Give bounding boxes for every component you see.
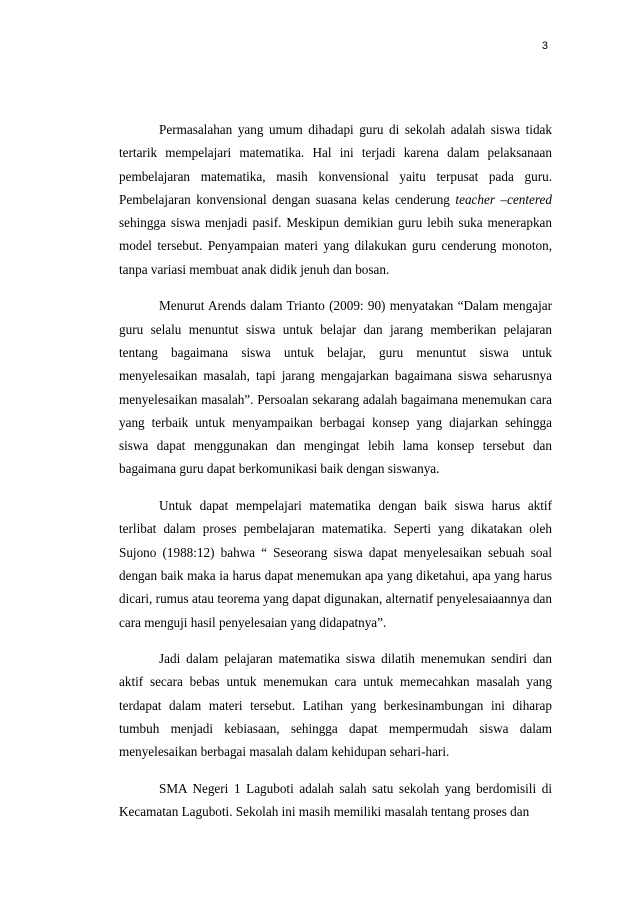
paragraph-3-text: Untuk dapat mempelajari matematika dengan baik siswa harus aktif terlibat dalam proses pembelajaran matematika. Seperti yang dikatakan oleh Sujono (1988:12) bahwa “ Seseorang siswa dapat menyelesaikan sebuah soal dengan baik maka ia harus dapat menemukan apa yang diketahui, apa yang harus dicari, rumus atau teorema yang dapat digunakan, alternatif penyelesaiaannya dan cara menguji hasil penyelesaian yang didapatnya”.: [119, 498, 552, 630]
page-number: 3: [541, 40, 548, 52]
paragraph-2: [119, 294, 552, 480]
paragraph-4: [119, 647, 552, 763]
paragraph-1-text-a: Permasalahan yang umum dihadapi guru di sekolah adalah siswa tidak tertarik mempelajari matematika. Hal ini terjadi karena dalam pelaksanaan pembelajaran matematika, masih konvensional yaitu terpusat pada guru. Pembelajaran konvensional dengan suasana kelas cenderung: [119, 122, 552, 207]
paragraph-1: [119, 118, 552, 281]
paragraph-5: [119, 777, 552, 824]
body-text: [119, 118, 552, 837]
paragraph-2-text: Menurut Arends dalam Trianto (2009: 90) menyatakan “Dalam mengajar guru selalu menuntut siswa untuk belajar dan jarang memberikan pelajaran tentang bagaimana siswa untuk belajar, guru menuntut siswa untuk menyelesaikan masalah, tapi jarang mengajarkan bagaimana siswa seharusnya menyelesaikan masalah”. Persoalan sekarang adalah bagaimana menemukan cara yang terbaik untuk menyampaikan berbagai konsep yang diajarkan sehingga siswa dapat menggunakan dan mengingat lebih lama konsep tersebut dan bagaimana guru dapat berkomunikasi baik dengan siswanya.: [119, 298, 552, 477]
paragraph-1-italic-term: teacher –centered: [455, 191, 553, 207]
paragraph-4-text: Jadi dalam pelajaran matematika siswa dilatih menemukan sendiri dan aktif secara bebas untuk menemukan cara untuk memecahkan masalah yang terdapat dalam materi tersebut. Latihan yang berkesinambungan ini diharap tumbuh menjadi kebiasaan, sehingga dapat mempermudah siswa dalam menyelesaikan berbagai masalah dalam kehidupan sehari-hari.: [119, 651, 552, 760]
paragraph-5-text: SMA Negeri 1 Laguboti adalah salah satu sekolah yang berdomisili di Kecamatan Laguboti. Sekolah ini masih memiliki masalah tentang proses dan: [119, 780, 552, 820]
paragraph-1-text-b: sehingga siswa menjadi pasif. Meskipun demikian guru lebih suka menerapkan model tersebut. Penyampaian materi yang dilakukan guru cenderung monoton, tanpa variasi membuat anak didik jenuh dan bosan.: [119, 215, 552, 277]
paragraph-3: [119, 494, 552, 634]
